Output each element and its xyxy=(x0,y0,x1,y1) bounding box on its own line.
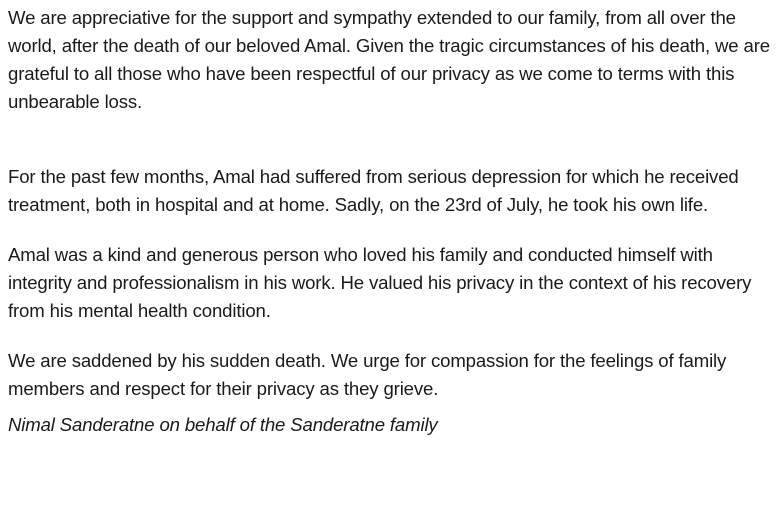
statement-document xyxy=(8,4,774,439)
paragraph-character: Amal was a kind and generous person who loved his family and conducted himself with integrity and professionalism in his work. He valued his privacy in the context of his recovery from his mental health condition. xyxy=(8,244,752,321)
paragraph-appreciation: We are appreciative for the support and sympathy extended to our family, from all over the world, after the death of our beloved Amal. Given the tragic circumstances of his death, we are grateful to all those who have been respectful of our privacy as we come to terms with this unbearable loss. xyxy=(8,7,770,112)
paragraph-depression: For the past few months, Amal had suffered from serious depression for which he received treatment, both in hospital and at home. Sadly, on the 23rd of July, he took his own life. xyxy=(8,166,739,215)
paragraph-compassion: We are saddened by his sudden death. We urge for compassion for the feelings of family members and respect for their privacy as they grieve. xyxy=(8,350,727,399)
signature-line: Nimal Sanderatne on behalf of the Sanderatne family xyxy=(8,414,438,435)
